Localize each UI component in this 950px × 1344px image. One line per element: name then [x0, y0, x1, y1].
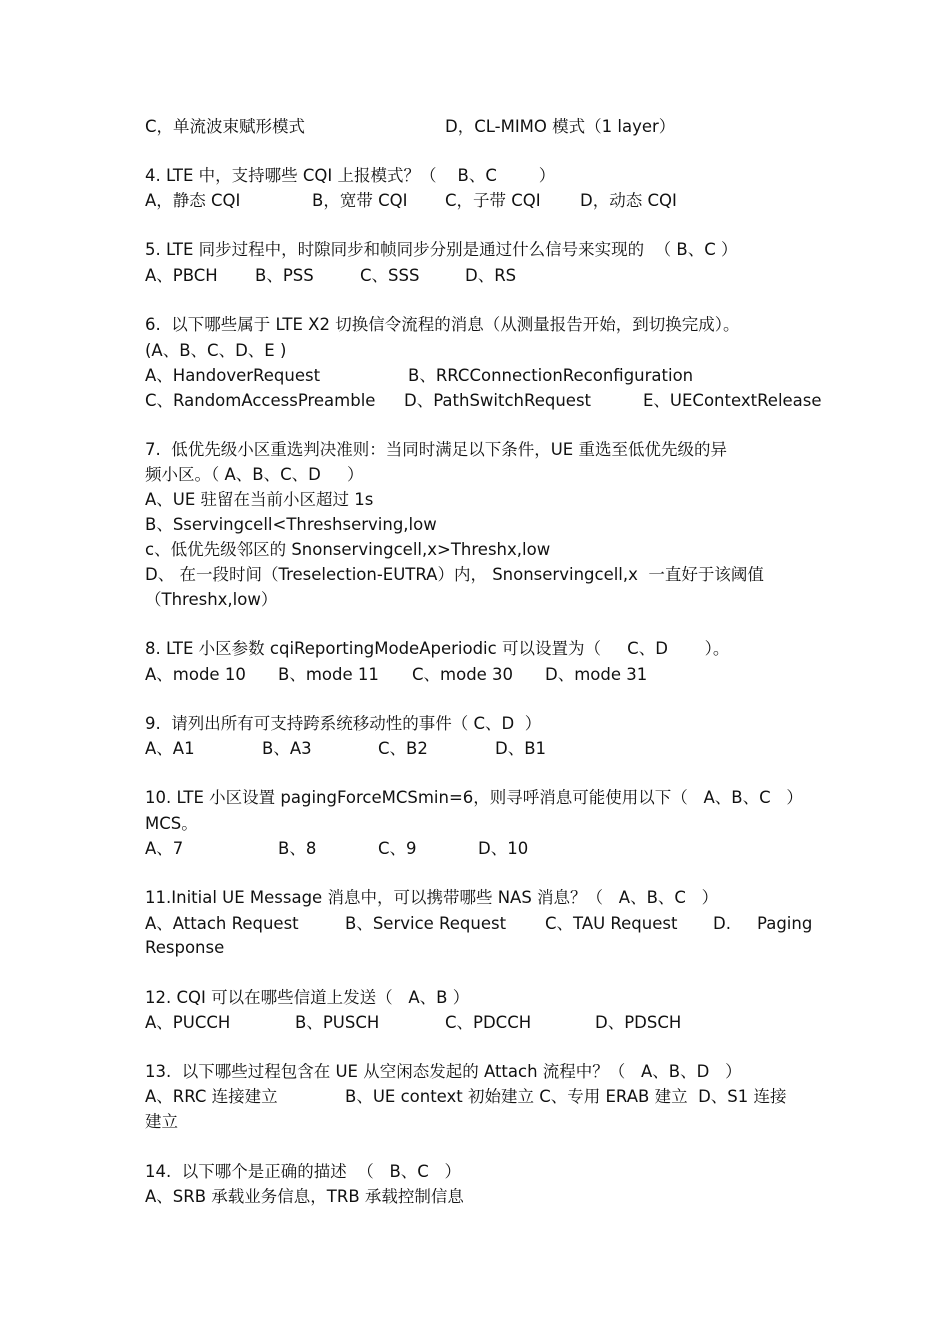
- option-a: A，静态 CQI: [145, 191, 241, 210]
- option-a: A、mode 10: [145, 665, 246, 684]
- option-b: B、RRCConnectionReconfiguration: [408, 366, 694, 385]
- option-d: D、mode 31: [545, 665, 648, 684]
- option-d-continued: 建立: [145, 1112, 178, 1131]
- option-e: E、UEContextRelease: [643, 391, 822, 410]
- option-d-continued: （Threshx,low）: [145, 590, 278, 609]
- option-a: A、PBCH: [145, 266, 218, 285]
- question-8: 8. LTE 小区参数 cqiReportingModeAperiodic 可以设置为（ C、D ）。: [145, 639, 730, 658]
- option-b: B，宽带 CQI: [312, 191, 408, 210]
- option-d-continued: Response: [145, 938, 225, 957]
- option-c: C、RandomAccessPreamble: [145, 391, 376, 410]
- option-c: C，子带 CQI: [445, 191, 541, 210]
- question-5: 5. LTE 同步过程中，时隙同步和帧同步分别是通过什么信号来实现的 （ B、C ）: [145, 240, 738, 259]
- option-c: C、SSS: [360, 266, 420, 285]
- option-b: B、Service Request: [345, 914, 507, 933]
- option-a: A、Attach Request: [145, 914, 299, 933]
- question-13: 13. 以下哪些过程包含在 UE 从空闲态发起的 Attach 流程中？（ A、B、D ）: [145, 1062, 742, 1081]
- option-d: D，动态 CQI: [580, 191, 677, 210]
- option-c: C、TAU Request: [545, 914, 678, 933]
- question-14: 14. 以下哪个是正确的描述 （ B、C ）: [145, 1162, 462, 1181]
- option-d: D.: [713, 914, 731, 933]
- option-d: D，CL-MIMO 模式（1 layer）: [445, 117, 676, 136]
- option-d-text: Paging: [757, 914, 813, 933]
- option-c: C、PDCCH: [445, 1013, 532, 1032]
- question-10-line-2: MCS。: [145, 814, 198, 833]
- question-4: 4. LTE 中，支持哪些 CQI 上报模式？（ B、C ）: [145, 166, 556, 185]
- option-b: B、Sservingcell<Threshserving,low: [145, 515, 437, 534]
- option-c: C、mode 30: [412, 665, 514, 684]
- question-12: 12. CQI 可以在哪些信道上发送（ A、B ）: [145, 988, 470, 1007]
- question-11: 11.Initial UE Message 消息中，可以携带哪些 NAS 消息？（ A、B、C ）: [145, 888, 719, 907]
- option-d: D、B1: [495, 739, 547, 758]
- option-b: B、8: [278, 839, 317, 858]
- option-d: D、RS: [465, 266, 517, 285]
- option-c: C、9: [378, 839, 417, 858]
- question-7-line-1: 7. 低优先级小区重选判决准则：当同时满足以下条件，UE 重选至低优先级的异: [145, 440, 727, 459]
- option-b: B、PSS: [255, 266, 314, 285]
- question-6-line-2: (A、B、C、D、E ): [145, 341, 287, 360]
- option-b: B、A3: [262, 739, 312, 758]
- option-a: A、HandoverRequest: [145, 366, 321, 385]
- option-a: A、A1: [145, 739, 195, 758]
- option-c: C、B2: [378, 739, 428, 758]
- option-a: A、7: [145, 839, 184, 858]
- option-d: D、 在一段时间（Treselection-EUTRA）内， Snonservingcell,x 一直好于该阈值: [145, 565, 764, 584]
- options-b-c-d: B、UE context 初始建立 C、专用 ERAB 建立 D、S1 连接: [345, 1087, 787, 1106]
- option-c: c、低优先级邻区的 Snonservingcell,x>Threshx,low: [145, 540, 551, 559]
- question-10-line-1: 10. LTE 小区设置 pagingForceMCSmin=6，则寻呼消息可能使用以下（ A、B、C ）: [145, 788, 803, 807]
- option-d: D、PDSCH: [595, 1013, 682, 1032]
- option-a: A、UE 驻留在当前小区超过 1s: [145, 490, 374, 509]
- option-b: B、mode 11: [278, 665, 379, 684]
- option-a: A、RRC 连接建立: [145, 1087, 278, 1106]
- option-d: D、PathSwitchRequest: [404, 391, 592, 410]
- question-9: 9. 请列出所有可支持跨系统移动性的事件（ C、D ）: [145, 714, 542, 733]
- option-a: A、SRB 承载业务信息，TRB 承载控制信息: [145, 1187, 464, 1206]
- option-d: D、10: [478, 839, 529, 858]
- option-c: C，单流波束赋形模式: [145, 117, 306, 136]
- question-6-line-1: 6. 以下哪些属于 LTE X2 切换信令流程的消息（从测量报告开始，到切换完成）。: [145, 315, 740, 334]
- question-7-line-2: 频小区。（ A、B、C、D ）: [145, 465, 364, 484]
- option-a: A、PUCCH: [145, 1013, 231, 1032]
- option-b: B、PUSCH: [295, 1013, 380, 1032]
